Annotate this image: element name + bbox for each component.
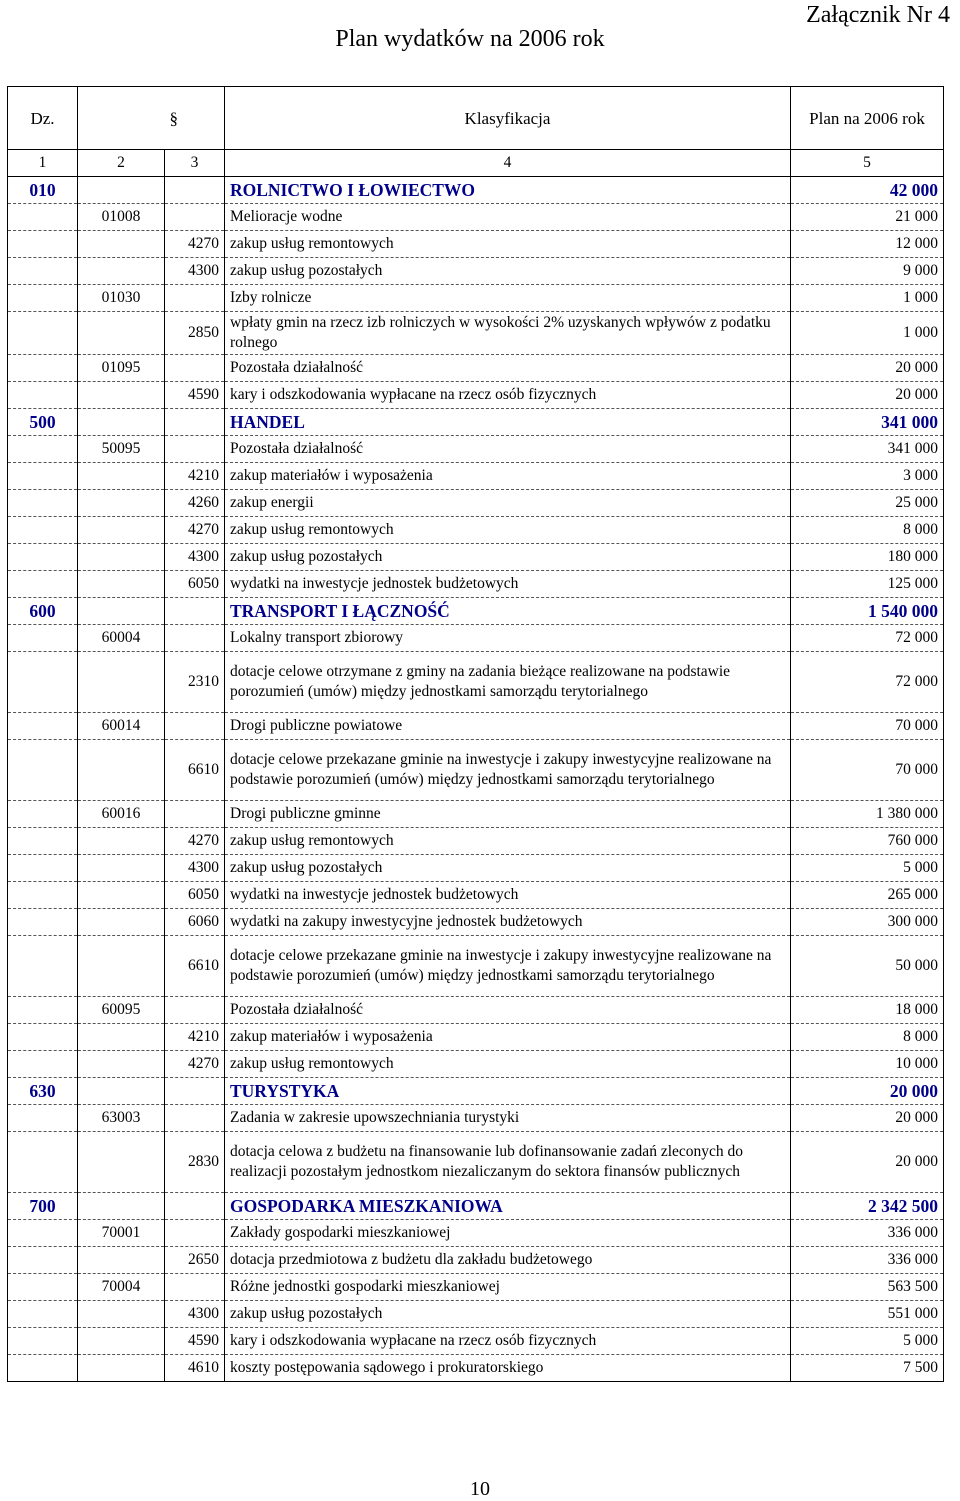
cell-amount: 42 000 <box>791 177 944 204</box>
cell-amount: 5 000 <box>791 855 944 882</box>
cell-paragraph-code <box>165 204 225 231</box>
budget-table <box>7 86 944 1382</box>
cell-dzial-code <box>8 740 78 801</box>
cell-paragraph-code: 4590 <box>165 1328 225 1355</box>
cell-dzial-code <box>8 801 78 828</box>
cell-name: zakup usług remontowych <box>225 517 791 544</box>
cell-name: ROLNICTWO I ŁOWIECTWO <box>225 177 791 204</box>
cell-amount: 300 000 <box>791 909 944 936</box>
cell-dzial-code <box>8 204 78 231</box>
cell-paragraph-code <box>165 285 225 312</box>
table-row <box>8 1078 944 1105</box>
table-row <box>8 1024 944 1051</box>
cell-paragraph-code: 4610 <box>165 1355 225 1382</box>
cell-name: dotacja celowa z budżetu na finansowanie lub dofinansowanie zadań zleconych do realizacji pozostałym jednostkom niezaliczanym do sektora finansów publicznych <box>225 1132 791 1193</box>
page-title <box>0 26 950 53</box>
cell-paragraph-code <box>165 1193 225 1220</box>
cell-paragraph-code: 6610 <box>165 740 225 801</box>
table-row <box>8 882 944 909</box>
table-row <box>8 1105 944 1132</box>
table-row <box>8 1328 944 1355</box>
cell-rozdzial-code <box>78 1051 165 1078</box>
cell-dzial-code <box>8 713 78 740</box>
table-row <box>8 231 944 258</box>
cell-paragraph-code: 2850 <box>165 312 225 355</box>
table-row <box>8 1051 944 1078</box>
header-dz: Dz. <box>8 87 78 150</box>
cell-rozdzial-code <box>78 231 165 258</box>
cell-rozdzial-code: 70001 <box>78 1220 165 1247</box>
cell-paragraph-code <box>165 355 225 382</box>
cell-name: wpłaty gmin na rzecz izb rolniczych w wysokości 2% uzyskanych wpływów z podatku rolnego <box>225 312 791 355</box>
cell-rozdzial-code <box>78 1024 165 1051</box>
cell-paragraph-code <box>165 713 225 740</box>
cell-amount: 12 000 <box>791 231 944 258</box>
cell-amount: 336 000 <box>791 1247 944 1274</box>
cell-amount: 72 000 <box>791 625 944 652</box>
cell-name: dotacja przedmiotowa z budżetu dla zakładu budżetowego <box>225 1247 791 1274</box>
cell-dzial-code <box>8 1105 78 1132</box>
cell-dzial-code <box>8 1024 78 1051</box>
cell-amount: 72 000 <box>791 652 944 713</box>
cell-name: TRANSPORT I ŁĄCZNOŚĆ <box>225 598 791 625</box>
cell-rozdzial-code: 50095 <box>78 436 165 463</box>
header-rozdzial-blank <box>78 87 165 150</box>
cell-paragraph-code: 4300 <box>165 258 225 285</box>
cell-rozdzial-code <box>78 571 165 598</box>
cell-name: Melioracje wodne <box>225 204 791 231</box>
cell-name: zakup energii <box>225 490 791 517</box>
cell-amount: 1 540 000 <box>791 598 944 625</box>
cell-dzial-code: 700 <box>8 1193 78 1220</box>
header-plan: Plan na 2006 rok <box>791 87 944 150</box>
cell-rozdzial-code <box>78 1193 165 1220</box>
table-row <box>8 490 944 517</box>
cell-name: wydatki na inwestycje jednostek budżetowych <box>225 571 791 598</box>
cell-dzial-code <box>8 285 78 312</box>
cell-rozdzial-code <box>78 177 165 204</box>
cell-dzial-code <box>8 517 78 544</box>
table-row <box>8 436 944 463</box>
table-row <box>8 909 944 936</box>
table-row <box>8 625 944 652</box>
table-row <box>8 355 944 382</box>
cell-paragraph-code: 4270 <box>165 517 225 544</box>
cell-dzial-code <box>8 1301 78 1328</box>
annex-label: Załącznik Nr 4 <box>806 2 950 28</box>
cell-rozdzial-code <box>78 882 165 909</box>
col-number-1: 1 <box>8 150 78 177</box>
cell-name: zakup materiałów i wyposażenia <box>225 463 791 490</box>
cell-paragraph-code <box>165 177 225 204</box>
cell-rozdzial-code <box>78 652 165 713</box>
cell-amount: 341 000 <box>791 436 944 463</box>
cell-paragraph-code <box>165 1105 225 1132</box>
cell-name: dotacje celowe otrzymane z gminy na zadania bieżące realizowane na podstawie porozumień (umów) między jednostkami samorządu terytorialnego <box>225 652 791 713</box>
cell-dzial-code <box>8 355 78 382</box>
cell-name: HANDEL <box>225 409 791 436</box>
header-klasyfikacja: Klasyfikacja <box>225 87 791 150</box>
cell-rozdzial-code <box>78 312 165 355</box>
cell-amount: 8 000 <box>791 1024 944 1051</box>
cell-name: zakup usług remontowych <box>225 1051 791 1078</box>
cell-rozdzial-code <box>78 517 165 544</box>
cell-paragraph-code: 4270 <box>165 231 225 258</box>
table-row <box>8 463 944 490</box>
cell-rozdzial-code: 01008 <box>78 204 165 231</box>
cell-name: Zadania w zakresie upowszechniania turystyki <box>225 1105 791 1132</box>
cell-name: wydatki na zakupy inwestycyjne jednostek budżetowych <box>225 909 791 936</box>
table-row <box>8 713 944 740</box>
cell-paragraph-code: 2310 <box>165 652 225 713</box>
cell-amount: 341 000 <box>791 409 944 436</box>
cell-name: wydatki na inwestycje jednostek budżetowych <box>225 882 791 909</box>
cell-paragraph-code: 4210 <box>165 1024 225 1051</box>
cell-amount: 760 000 <box>791 828 944 855</box>
cell-name: zakup usług remontowych <box>225 231 791 258</box>
cell-rozdzial-code: 70004 <box>78 1274 165 1301</box>
cell-dzial-code <box>8 382 78 409</box>
table-row <box>8 382 944 409</box>
cell-dzial-code <box>8 625 78 652</box>
cell-amount: 336 000 <box>791 1220 944 1247</box>
cell-rozdzial-code: 01095 <box>78 355 165 382</box>
cell-paragraph-code: 6060 <box>165 909 225 936</box>
cell-paragraph-code: 6610 <box>165 936 225 997</box>
cell-amount: 1 000 <box>791 285 944 312</box>
cell-paragraph-code: 2830 <box>165 1132 225 1193</box>
cell-name: Zakłady gospodarki mieszkaniowej <box>225 1220 791 1247</box>
cell-paragraph-code: 4210 <box>165 463 225 490</box>
cell-rozdzial-code <box>78 1078 165 1105</box>
table-row <box>8 571 944 598</box>
cell-dzial-code <box>8 544 78 571</box>
budget-table-body <box>8 87 944 1382</box>
cell-amount: 2 342 500 <box>791 1193 944 1220</box>
cell-amount: 20 000 <box>791 1078 944 1105</box>
cell-name: zakup usług pozostałych <box>225 1301 791 1328</box>
cell-name: TURYSTYKA <box>225 1078 791 1105</box>
table-row <box>8 801 944 828</box>
cell-paragraph-code: 2650 <box>165 1247 225 1274</box>
cell-amount: 180 000 <box>791 544 944 571</box>
cell-rozdzial-code <box>78 936 165 997</box>
cell-rozdzial-code: 63003 <box>78 1105 165 1132</box>
cell-dzial-code <box>8 1247 78 1274</box>
cell-amount: 18 000 <box>791 997 944 1024</box>
cell-paragraph-code <box>165 436 225 463</box>
cell-rozdzial-code <box>78 828 165 855</box>
cell-dzial-code <box>8 1132 78 1193</box>
cell-rozdzial-code <box>78 909 165 936</box>
cell-amount: 10 000 <box>791 1051 944 1078</box>
cell-dzial-code <box>8 1051 78 1078</box>
table-row <box>8 258 944 285</box>
cell-dzial-code <box>8 1274 78 1301</box>
cell-dzial-code <box>8 855 78 882</box>
table-row <box>8 997 944 1024</box>
cell-paragraph-code <box>165 1078 225 1105</box>
cell-name: Lokalny transport zbiorowy <box>225 625 791 652</box>
cell-rozdzial-code <box>78 1301 165 1328</box>
cell-dzial-code: 600 <box>8 598 78 625</box>
table-row <box>8 409 944 436</box>
cell-paragraph-code: 4270 <box>165 1051 225 1078</box>
cell-paragraph-code: 4300 <box>165 855 225 882</box>
cell-dzial-code <box>8 571 78 598</box>
cell-amount: 50 000 <box>791 936 944 997</box>
table-row <box>8 1247 944 1274</box>
table-row <box>8 1132 944 1193</box>
cell-dzial-code <box>8 1328 78 1355</box>
table-header-row <box>8 87 944 150</box>
cell-rozdzial-code: 60016 <box>78 801 165 828</box>
cell-amount: 125 000 <box>791 571 944 598</box>
cell-paragraph-code: 4300 <box>165 1301 225 1328</box>
cell-amount: 563 500 <box>791 1274 944 1301</box>
header-para: § <box>165 87 225 150</box>
cell-paragraph-code: 6050 <box>165 571 225 598</box>
cell-rozdzial-code: 60014 <box>78 713 165 740</box>
table-row <box>8 285 944 312</box>
cell-amount: 25 000 <box>791 490 944 517</box>
cell-name: kary i odszkodowania wypłacane na rzecz osób fizycznych <box>225 1328 791 1355</box>
cell-paragraph-code <box>165 409 225 436</box>
cell-name: zakup usług pozostałych <box>225 855 791 882</box>
cell-paragraph-code: 4300 <box>165 544 225 571</box>
cell-rozdzial-code <box>78 258 165 285</box>
cell-dzial-code <box>8 828 78 855</box>
cell-name: Izby rolnicze <box>225 285 791 312</box>
cell-name: zakup usług remontowych <box>225 828 791 855</box>
table-row <box>8 204 944 231</box>
cell-amount: 5 000 <box>791 1328 944 1355</box>
table-row <box>8 828 944 855</box>
cell-dzial-code <box>8 258 78 285</box>
table-row <box>8 1301 944 1328</box>
cell-amount: 21 000 <box>791 204 944 231</box>
table-row <box>8 517 944 544</box>
cell-dzial-code <box>8 463 78 490</box>
cell-paragraph-code: 4590 <box>165 382 225 409</box>
cell-name: Pozostała działalność <box>225 355 791 382</box>
cell-rozdzial-code <box>78 1132 165 1193</box>
cell-amount: 1 380 000 <box>791 801 944 828</box>
table-row <box>8 740 944 801</box>
cell-paragraph-code <box>165 1274 225 1301</box>
table-row <box>8 1355 944 1382</box>
col-number-3: 3 <box>165 150 225 177</box>
cell-dzial-code <box>8 652 78 713</box>
cell-amount: 20 000 <box>791 382 944 409</box>
cell-rozdzial-code: 60095 <box>78 997 165 1024</box>
cell-dzial-code <box>8 1355 78 1382</box>
cell-dzial-code <box>8 882 78 909</box>
table-row <box>8 1193 944 1220</box>
cell-paragraph-code: 6050 <box>165 882 225 909</box>
cell-rozdzial-code <box>78 740 165 801</box>
cell-rozdzial-code <box>78 1328 165 1355</box>
table-row <box>8 598 944 625</box>
cell-amount: 551 000 <box>791 1301 944 1328</box>
cell-paragraph-code <box>165 625 225 652</box>
table-row <box>8 936 944 997</box>
cell-dzial-code <box>8 909 78 936</box>
cell-dzial-code <box>8 436 78 463</box>
table-row <box>8 177 944 204</box>
page-number: 10 <box>470 1478 490 1500</box>
cell-dzial-code <box>8 231 78 258</box>
cell-name: Drogi publiczne gminne <box>225 801 791 828</box>
cell-rozdzial-code <box>78 544 165 571</box>
cell-name: GOSPODARKA MIESZKANIOWA <box>225 1193 791 1220</box>
cell-name: koszty postępowania sądowego i prokuratorskiego <box>225 1355 791 1382</box>
table-row <box>8 652 944 713</box>
page-title-text: Plan wydatków na 2006 rok <box>335 26 605 52</box>
col-number-5: 5 <box>791 150 944 177</box>
cell-paragraph-code <box>165 997 225 1024</box>
cell-amount: 9 000 <box>791 258 944 285</box>
table-row <box>8 1274 944 1301</box>
cell-rozdzial-code <box>78 1247 165 1274</box>
cell-rozdzial-code <box>78 382 165 409</box>
cell-amount: 70 000 <box>791 713 944 740</box>
cell-name: Drogi publiczne powiatowe <box>225 713 791 740</box>
cell-paragraph-code: 4260 <box>165 490 225 517</box>
cell-amount: 8 000 <box>791 517 944 544</box>
cell-paragraph-code <box>165 1220 225 1247</box>
cell-name: kary i odszkodowania wypłacane na rzecz osób fizycznych <box>225 382 791 409</box>
cell-dzial-code <box>8 997 78 1024</box>
cell-name: dotacje celowe przekazane gminie na inwestycje i zakupy inwestycyjne realizowane na podstawie porozumień (umów) między jednostkami samorządu terytorialnego <box>225 740 791 801</box>
cell-name: Pozostała działalność <box>225 436 791 463</box>
cell-name: zakup materiałów i wyposażenia <box>225 1024 791 1051</box>
col-number-2: 2 <box>78 150 165 177</box>
cell-dzial-code <box>8 936 78 997</box>
cell-rozdzial-code: 60004 <box>78 625 165 652</box>
cell-name: Pozostała działalność <box>225 997 791 1024</box>
cell-amount: 70 000 <box>791 740 944 801</box>
cell-rozdzial-code <box>78 855 165 882</box>
cell-amount: 7 500 <box>791 1355 944 1382</box>
col-number-4: 4 <box>225 150 791 177</box>
cell-dzial-code: 010 <box>8 177 78 204</box>
table-row <box>8 1220 944 1247</box>
cell-amount: 1 000 <box>791 312 944 355</box>
cell-name: zakup usług pozostałych <box>225 544 791 571</box>
cell-name: zakup usług pozostałych <box>225 258 791 285</box>
cell-dzial-code <box>8 490 78 517</box>
cell-name: dotacje celowe przekazane gminie na inwestycje i zakupy inwestycyjne realizowane na podstawie porozumień (umów) między jednostkami samorządu terytorialnego <box>225 936 791 997</box>
table-row <box>8 312 944 355</box>
column-numbers-row <box>8 150 944 177</box>
cell-dzial-code: 500 <box>8 409 78 436</box>
cell-paragraph-code <box>165 801 225 828</box>
cell-amount: 3 000 <box>791 463 944 490</box>
table-row <box>8 544 944 571</box>
cell-amount: 265 000 <box>791 882 944 909</box>
cell-rozdzial-code <box>78 463 165 490</box>
cell-amount: 20 000 <box>791 1132 944 1193</box>
table-row <box>8 855 944 882</box>
cell-rozdzial-code <box>78 490 165 517</box>
cell-dzial-code: 630 <box>8 1078 78 1105</box>
cell-rozdzial-code <box>78 409 165 436</box>
cell-rozdzial-code <box>78 598 165 625</box>
cell-amount: 20 000 <box>791 355 944 382</box>
cell-dzial-code <box>8 312 78 355</box>
cell-dzial-code <box>8 1220 78 1247</box>
cell-rozdzial-code <box>78 1355 165 1382</box>
cell-amount: 20 000 <box>791 1105 944 1132</box>
cell-name: Różne jednostki gospodarki mieszkaniowej <box>225 1274 791 1301</box>
cell-paragraph-code: 4270 <box>165 828 225 855</box>
cell-rozdzial-code: 01030 <box>78 285 165 312</box>
cell-paragraph-code <box>165 598 225 625</box>
